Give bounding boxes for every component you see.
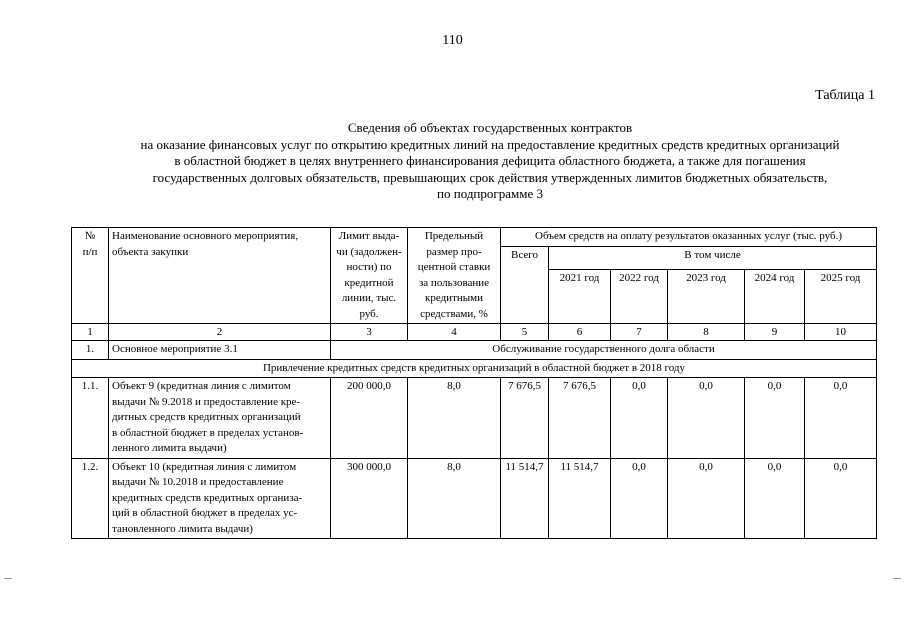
header-line: размер про- <box>426 245 482 258</box>
row-2024: 0,0 <box>745 378 805 459</box>
row-2021: 11 514,7 <box>549 458 611 539</box>
main-event-name: Основное мероприятие 3.1 <box>109 341 331 360</box>
row-name-line: кредитных средств кредитных организа- <box>112 491 303 504</box>
header-line: Наименование основного мероприятия, <box>112 230 299 242</box>
header-year-2022: 2022 год <box>611 270 668 324</box>
column-number: 2 <box>109 324 331 341</box>
section-row <box>72 359 877 378</box>
row-2023: 0,0 <box>668 458 745 539</box>
header-rate <box>408 228 501 324</box>
column-number: 7 <box>611 324 668 341</box>
header-year-2024: 2024 год <box>745 270 805 324</box>
header-line: кредитной <box>344 276 394 289</box>
row-name-line: дитных средств кредитных организаций <box>112 411 301 423</box>
row-name <box>109 458 331 539</box>
column-number: 5 <box>501 324 549 341</box>
column-number: 6 <box>549 324 611 341</box>
title-line: на оказание финансовых услуг по открытию кредитных линий на предоставление кредитных средств кредитных организаций <box>140 136 840 152</box>
main-event-num: 1. <box>72 341 109 360</box>
row-num: 1.2. <box>72 458 109 539</box>
scan-edge-mark <box>893 578 901 579</box>
page-number: 110 <box>442 33 463 48</box>
column-number: 10 <box>805 324 877 341</box>
row-total: 7 676,5 <box>501 378 549 459</box>
header-line: линии, тыс. <box>341 292 397 304</box>
header-line: Предельный <box>424 230 484 242</box>
row-name-line: выдачи № 10.2018 и предоставление <box>112 476 284 488</box>
row-2022: 0,0 <box>611 458 668 539</box>
header-line: объекта закупки <box>112 245 189 258</box>
column-number: 4 <box>408 324 501 341</box>
header-line: средствами, % <box>420 307 488 320</box>
header-year-2021: 2021 год <box>549 270 611 324</box>
title-line: по подпрограмме 3 <box>437 186 543 201</box>
row-name-line: Объект 9 (кредитная линия с лимитом <box>112 380 291 392</box>
column-number: 3 <box>331 324 408 341</box>
row-rate: 8,0 <box>408 458 501 539</box>
header-year-2025: 2025 год <box>805 270 877 324</box>
title-line: в областной бюджет в целях внутреннего финансирования дефицита областного бюджета, а также для погашения <box>174 153 806 168</box>
section-title: Привлечение кредитных средств кредитных организаций в областной бюджет в 2018 году <box>72 359 877 378</box>
header-line: чи (задолжен- <box>336 245 402 258</box>
table-label: Таблица 1 <box>815 88 875 103</box>
row-name-line: в областной бюджет в пределах установ- <box>112 426 304 439</box>
table-row <box>72 378 877 459</box>
column-numbers-row <box>72 324 877 341</box>
header-limit <box>331 228 408 324</box>
row-2023: 0,0 <box>668 378 745 459</box>
header-line: кредитными <box>425 292 483 304</box>
header-line: ности) по <box>346 261 392 273</box>
header-volume: Объем средств на оплату результатов оказанных услуг (тыс. руб.) <box>501 228 877 247</box>
document-title <box>100 120 880 203</box>
row-2024: 0,0 <box>745 458 805 539</box>
row-name-line: тановленного лимита выдачи) <box>112 522 253 535</box>
row-2025: 0,0 <box>805 378 877 459</box>
header-line: за пользование <box>418 276 490 289</box>
header-line: руб. <box>359 307 379 320</box>
row-name <box>109 378 331 459</box>
main-event-description: Обслуживание государственного долга области <box>331 341 877 360</box>
title-line: Сведения об объектах государственных контрактов <box>347 120 633 135</box>
row-name-line: ленного лимита выдачи) <box>112 442 227 454</box>
row-2022: 0,0 <box>611 378 668 459</box>
scan-edge-mark <box>4 578 12 579</box>
row-2025: 0,0 <box>805 458 877 539</box>
row-2021: 7 676,5 <box>549 378 611 459</box>
header-name <box>109 228 331 324</box>
header-row <box>72 228 877 247</box>
header-including: В том числе <box>549 246 877 270</box>
header-line: № <box>84 230 96 242</box>
row-limit: 300 000,0 <box>331 458 408 539</box>
row-rate: 8,0 <box>408 378 501 459</box>
header-line: Лимит выда- <box>338 230 400 242</box>
row-limit: 200 000,0 <box>331 378 408 459</box>
column-number: 8 <box>668 324 745 341</box>
header-line: п/п <box>82 245 98 258</box>
header-num <box>72 228 109 324</box>
header-line: центной ставки <box>417 261 491 273</box>
row-name-line: Объект 10 (кредитная линия с лимитом <box>112 460 297 473</box>
header-total: Всего <box>501 246 549 324</box>
table-row <box>72 458 877 539</box>
main-event-row <box>72 341 877 360</box>
row-name-line: выдачи № 9.2018 и предоставление кре- <box>112 395 301 408</box>
column-number: 9 <box>745 324 805 341</box>
row-num: 1.1. <box>72 378 109 459</box>
title-line: государственных долговых обязательств, превышающих срок действия утвержденных лимитов бюджетных обязательств, <box>152 169 828 185</box>
row-name-line: ций в областной бюджет в пределах ус- <box>112 507 298 519</box>
row-total: 11 514,7 <box>501 458 549 539</box>
contracts-table <box>71 227 877 539</box>
header-year-2023: 2023 год <box>668 270 745 324</box>
column-number: 1 <box>72 324 109 341</box>
